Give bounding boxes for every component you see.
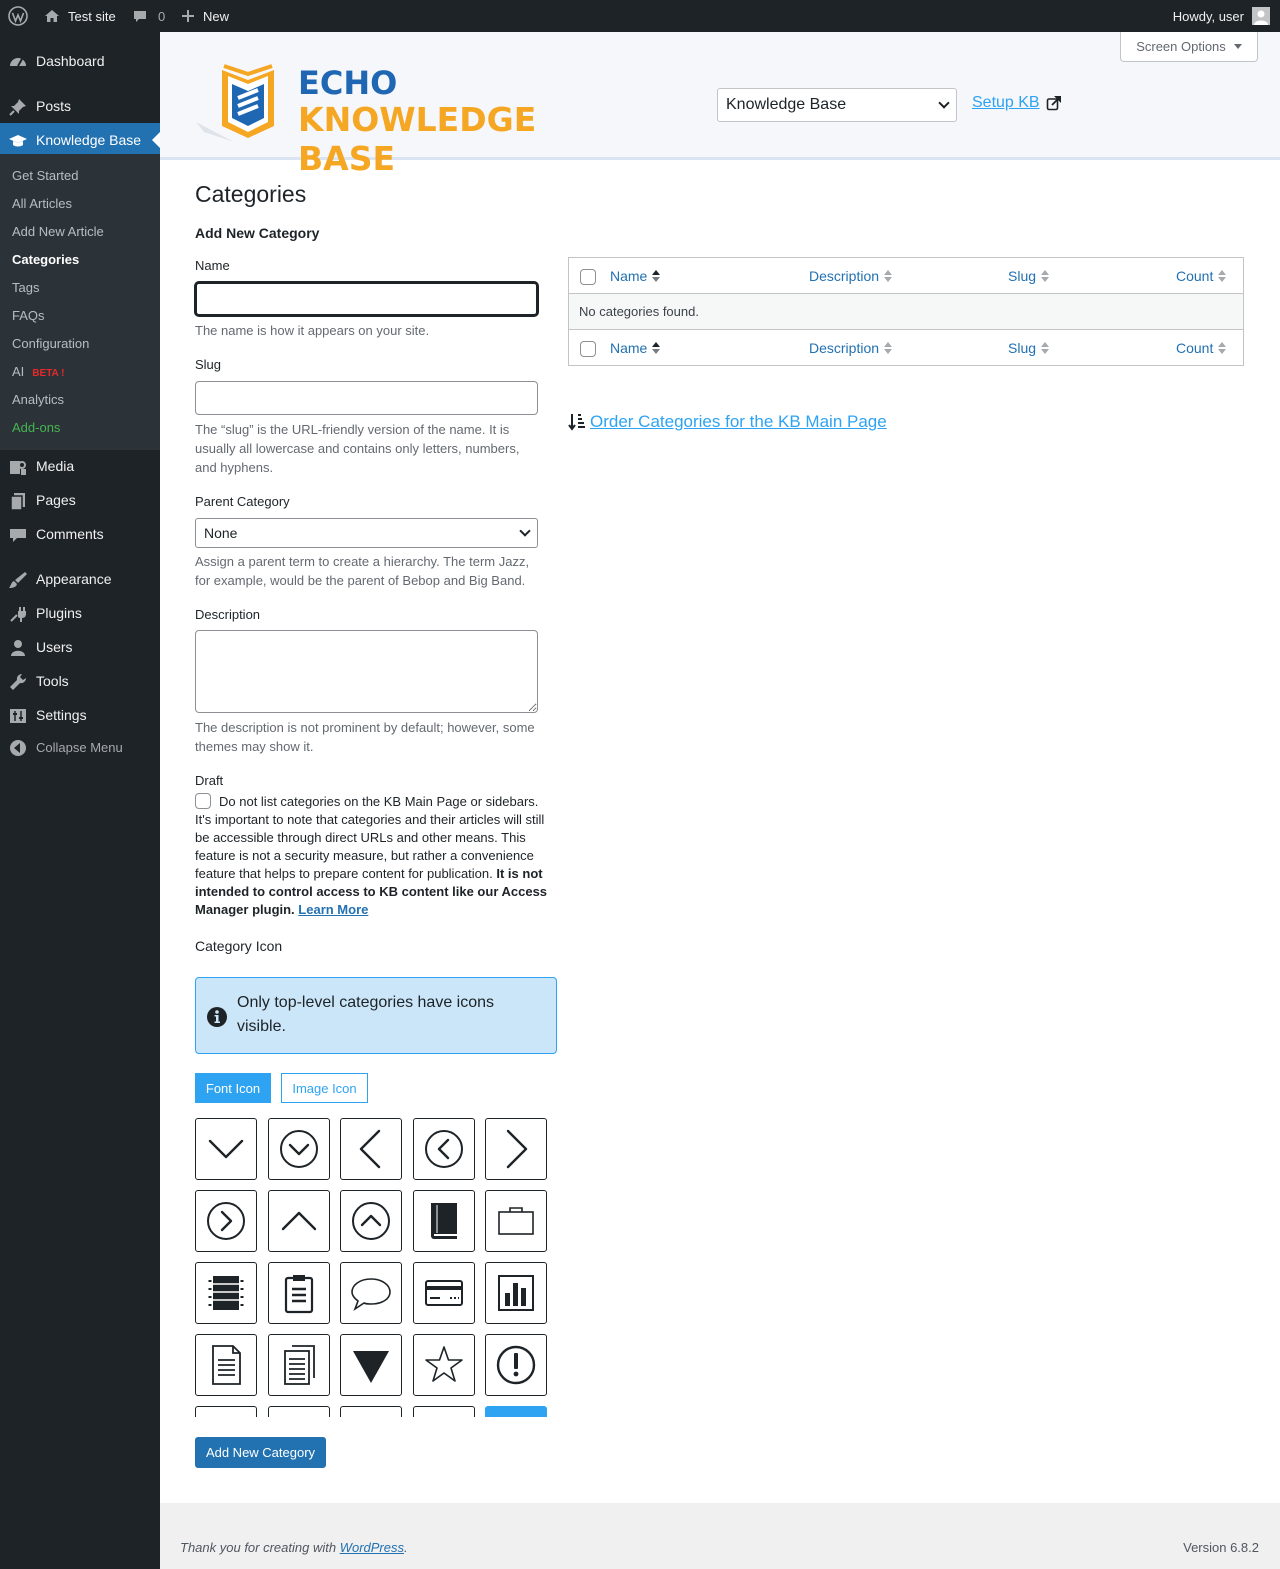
submenu-get-started[interactable]: Get Started (12, 168, 79, 183)
submenu-ai-label: AI (12, 364, 25, 379)
icon-option-chevron-up[interactable] (268, 1190, 330, 1252)
sort-icon (652, 342, 660, 354)
name-input[interactable] (195, 282, 538, 316)
logo-echo-text: ECHO (298, 64, 398, 102)
menu-settings-label: Settings (36, 707, 87, 723)
chevron-circle-down-icon (277, 1127, 321, 1171)
screen-options-label: Screen Options (1136, 39, 1226, 54)
menu-media[interactable] (0, 449, 160, 483)
name-description: The name is how it appears on your site. (195, 323, 430, 338)
menu-posts-label: Posts (36, 98, 72, 114)
icon-option-chevron-right[interactable] (485, 1118, 547, 1180)
kb-submenu (0, 154, 160, 450)
menu-users[interactable] (0, 630, 160, 664)
book-logo-icon (194, 62, 294, 148)
comments-icon (8, 525, 28, 545)
external-link-icon (1046, 95, 1062, 111)
admin-menu (0, 32, 160, 1569)
sort-icon (1218, 270, 1226, 282)
kb-header (160, 32, 1280, 178)
site-name: Test site (68, 8, 116, 24)
document-icon (204, 1343, 248, 1387)
sort-icon (1041, 270, 1049, 282)
plus-icon (181, 9, 195, 23)
caret-down-icon (349, 1343, 393, 1387)
slug-input[interactable] (195, 381, 538, 415)
new-content-link[interactable] (181, 0, 229, 32)
icon-option-chevron-circle-left[interactable] (413, 1118, 475, 1180)
menu-plugins[interactable] (0, 596, 160, 630)
home-icon (44, 8, 60, 24)
column-slug-label: Slug (1008, 340, 1037, 356)
chevron-left-icon (349, 1127, 393, 1171)
chevron-right-icon (494, 1127, 538, 1171)
footer (160, 1503, 1280, 1569)
star-icon (422, 1343, 466, 1387)
icon-option-credit-card[interactable] (413, 1262, 475, 1324)
select-all-checkbox-footer[interactable] (580, 341, 596, 357)
footer-thanks-prefix: Thank you for creating with (180, 1540, 340, 1555)
icons-notice (195, 977, 557, 1054)
settings-icon (8, 706, 28, 726)
column-name-sort[interactable] (610, 268, 660, 284)
icon-option-briefcase[interactable] (485, 1190, 547, 1252)
graduation-cap-icon (8, 131, 28, 151)
sort-icon (884, 342, 892, 354)
avatar (1252, 7, 1270, 25)
learn-more-link[interactable]: Learn More (298, 902, 369, 917)
dashboard-icon (8, 52, 28, 72)
notice-text: Only top-level categories have icons visible. (237, 994, 495, 1035)
site-name-link[interactable] (44, 0, 116, 32)
parent-category-value: None (204, 525, 238, 541)
wordpress-link[interactable]: WordPress (339, 1540, 404, 1555)
column-name-sort-footer[interactable] (610, 340, 660, 356)
order-categories-label: Order Categories for the KB Main Page (590, 412, 887, 431)
page-title: Categories (195, 181, 307, 207)
draft-option (195, 793, 551, 919)
icon-option[interactable] (340, 1406, 402, 1417)
icon-option[interactable] (413, 1406, 475, 1417)
menu-dashboard[interactable] (0, 44, 160, 78)
table-footer-row (569, 330, 1243, 365)
footer-thanks-suffix: . (404, 1540, 408, 1555)
parent-category-select[interactable] (195, 518, 538, 548)
table-empty-row (569, 294, 1243, 330)
add-new-category-button[interactable]: Add New Category (195, 1437, 326, 1468)
wordpress-version: Version 6.8.2 (1183, 1540, 1259, 1555)
howdy-text: Howdy, user (1172, 8, 1244, 24)
draft-label: Draft (195, 773, 224, 788)
briefcase-icon (494, 1199, 538, 1243)
image-icon-tab[interactable]: Image Icon (281, 1073, 368, 1103)
menu-comments-label: Comments (36, 526, 104, 542)
comment-icon (132, 8, 148, 24)
wordpress-logo-icon[interactable] (8, 0, 28, 32)
logo-kb-text: KNOWLEDGE BASE (298, 100, 537, 178)
submenu-add-new-article[interactable]: Add New Article (12, 224, 104, 239)
submenu-tags[interactable]: Tags (12, 280, 40, 295)
column-slug-sort-footer[interactable] (1008, 340, 1049, 356)
icon-option[interactable] (485, 1406, 547, 1417)
submenu-configuration[interactable]: Configuration (12, 336, 90, 351)
kb-select[interactable] (717, 88, 957, 122)
pin-icon (8, 97, 28, 117)
clipboard-icon (277, 1271, 321, 1315)
menu-settings[interactable] (0, 698, 160, 732)
parent-category-description: Assign a parent term to create a hierarchy. The term Jazz, for example, would be the parent of Bebop and Big Band. (195, 554, 530, 588)
chevron-circle-left-icon (422, 1127, 466, 1171)
kb-select-value: Knowledge Base (726, 96, 847, 113)
icon-option-star[interactable] (413, 1334, 475, 1396)
submenu-addons[interactable]: Add-ons (12, 420, 61, 435)
submenu-ai[interactable] (12, 364, 65, 379)
chevron-up-icon (277, 1199, 321, 1243)
menu-plugins-label: Plugins (36, 605, 82, 621)
exclamation-circle-icon (494, 1343, 538, 1387)
menu-knowledge-base-label: Knowledge Base (36, 132, 142, 148)
draft-checkbox[interactable] (195, 793, 211, 809)
icon-option[interactable] (195, 1406, 257, 1417)
icon-option-chevron-circle-up[interactable] (340, 1190, 402, 1252)
icon-option-book[interactable] (413, 1190, 475, 1252)
menu-appearance-label: Appearance (36, 571, 112, 587)
credit-card-icon (422, 1271, 466, 1315)
draft-text: Do not list categories on the KB Main Page or sidebars. It's important to note that categories and their articles will still be accessible through direct URLs and other means. This feature is not a security measure, but rather a convenience feature that helps to prepare content for publication. (195, 794, 545, 881)
chevron-circle-right-icon (204, 1199, 248, 1243)
column-name-label: Name (610, 340, 648, 356)
collapse-menu-button[interactable] (0, 730, 160, 764)
pages-icon (8, 491, 28, 511)
icon-option-chevron-circle-right[interactable] (195, 1190, 257, 1252)
icon-option-clipboard[interactable] (268, 1262, 330, 1324)
collapse-menu-label: Collapse Menu (36, 739, 123, 755)
screen-options-button[interactable] (1120, 32, 1258, 62)
paintbrush-icon (8, 570, 28, 590)
select-all-checkbox[interactable] (580, 269, 596, 285)
documents-icon (277, 1343, 321, 1387)
media-icon (8, 457, 28, 477)
menu-comments[interactable] (0, 517, 160, 551)
chevron-down-icon (204, 1127, 248, 1171)
comment-icon (349, 1271, 393, 1315)
book-icon (422, 1199, 466, 1243)
column-description-label: Description (809, 268, 880, 284)
icon-option-documents[interactable] (268, 1334, 330, 1396)
menu-dashboard-label: Dashboard (36, 53, 105, 69)
caret-down-icon (1234, 44, 1242, 49)
chevron-circle-up-icon (349, 1199, 393, 1243)
sort-icon (884, 270, 892, 282)
icon-option-chevron-left[interactable] (340, 1118, 402, 1180)
menu-users-label: Users (36, 639, 73, 655)
categories-table (568, 257, 1244, 366)
column-count-label: Count (1176, 268, 1214, 284)
icon-grid (195, 1118, 555, 1417)
menu-tools[interactable] (0, 664, 160, 698)
column-count-label: Count (1176, 340, 1214, 356)
menu-tools-label: Tools (36, 673, 69, 689)
footer-thanks (180, 1540, 408, 1555)
column-count-sort-footer[interactable] (1176, 340, 1226, 356)
collapse-icon (8, 738, 28, 758)
submenu-categories[interactable]: Categories (12, 252, 80, 267)
sort-amount-icon (568, 413, 586, 431)
menu-pages-label: Pages (36, 492, 76, 508)
icon-option[interactable] (268, 1406, 330, 1417)
draft-warning: It is not intended to control access to KB content like our Access Manager plugin. (195, 866, 548, 917)
admin-bar (0, 0, 1280, 32)
slug-description: The “slug” is the URL-friendly version of the name. It is usually all lowercase and contains only letters, numbers, and hyphens. (195, 422, 520, 475)
name-label: Name (195, 258, 230, 273)
icon-option-caret-down[interactable] (340, 1334, 402, 1396)
chevron-down-icon (938, 97, 949, 108)
users-icon (8, 638, 28, 658)
icon-option-bar-chart[interactable] (485, 1262, 547, 1324)
echo-kb-logo (194, 62, 604, 178)
setup-kb-label: Setup KB (972, 94, 1040, 111)
icon-option-database[interactable] (195, 1262, 257, 1324)
column-description-sort-footer[interactable] (809, 340, 892, 356)
table-header-row (569, 258, 1243, 294)
database-icon (204, 1271, 248, 1315)
empty-message: No categories found. (579, 304, 699, 319)
icon-option-chevron-down[interactable] (195, 1118, 257, 1180)
order-categories-link[interactable] (568, 412, 887, 432)
column-slug-label: Slug (1008, 268, 1037, 284)
category-icon-label: Category Icon (195, 938, 283, 954)
submenu-analytics[interactable]: Analytics (12, 392, 65, 407)
menu-pages[interactable] (0, 483, 160, 517)
slug-label: Slug (195, 357, 222, 372)
column-description-label: Description (809, 340, 880, 356)
icon-option-exclamation-circle[interactable] (485, 1334, 547, 1396)
column-count-sort[interactable] (1176, 268, 1226, 284)
column-description-sort[interactable] (809, 268, 892, 284)
wrench-icon (8, 672, 28, 692)
bar-chart-icon (494, 1271, 538, 1315)
beta-badge: BETA ! (32, 368, 65, 379)
info-icon (206, 1006, 228, 1028)
menu-knowledge-base[interactable] (0, 123, 160, 157)
column-slug-sort[interactable] (1008, 268, 1049, 284)
description-textarea[interactable] (195, 630, 538, 713)
submenu-faqs[interactable]: FAQs (12, 308, 45, 323)
menu-media-label: Media (36, 458, 75, 474)
main-content (160, 32, 1280, 1503)
plug-icon (8, 604, 28, 624)
sort-icon (1041, 342, 1049, 354)
setup-kb-link[interactable] (972, 94, 1062, 112)
sort-icon (1218, 342, 1226, 354)
comments-count: 0 (158, 8, 166, 24)
comments-link[interactable] (132, 0, 165, 32)
form-title: Add New Category (195, 225, 320, 241)
description-help: The description is not prominent by default; however, some themes may show it. (195, 720, 535, 754)
icon-option-document[interactable] (195, 1334, 257, 1396)
my-account[interactable] (1173, 0, 1270, 32)
new-label: New (203, 8, 230, 24)
font-icon-tab[interactable]: Font Icon (195, 1073, 271, 1103)
parent-category-label: Parent Category (195, 494, 290, 509)
description-label: Description (195, 607, 261, 622)
chevron-down-icon (519, 525, 530, 536)
icon-option-chevron-circle-down[interactable] (268, 1118, 330, 1180)
menu-appearance[interactable] (0, 562, 160, 596)
submenu-all-articles[interactable]: All Articles (12, 196, 72, 211)
icon-option-comment[interactable] (340, 1262, 402, 1324)
menu-posts[interactable] (0, 89, 160, 123)
sort-icon (652, 270, 660, 282)
column-name-label: Name (610, 268, 648, 284)
